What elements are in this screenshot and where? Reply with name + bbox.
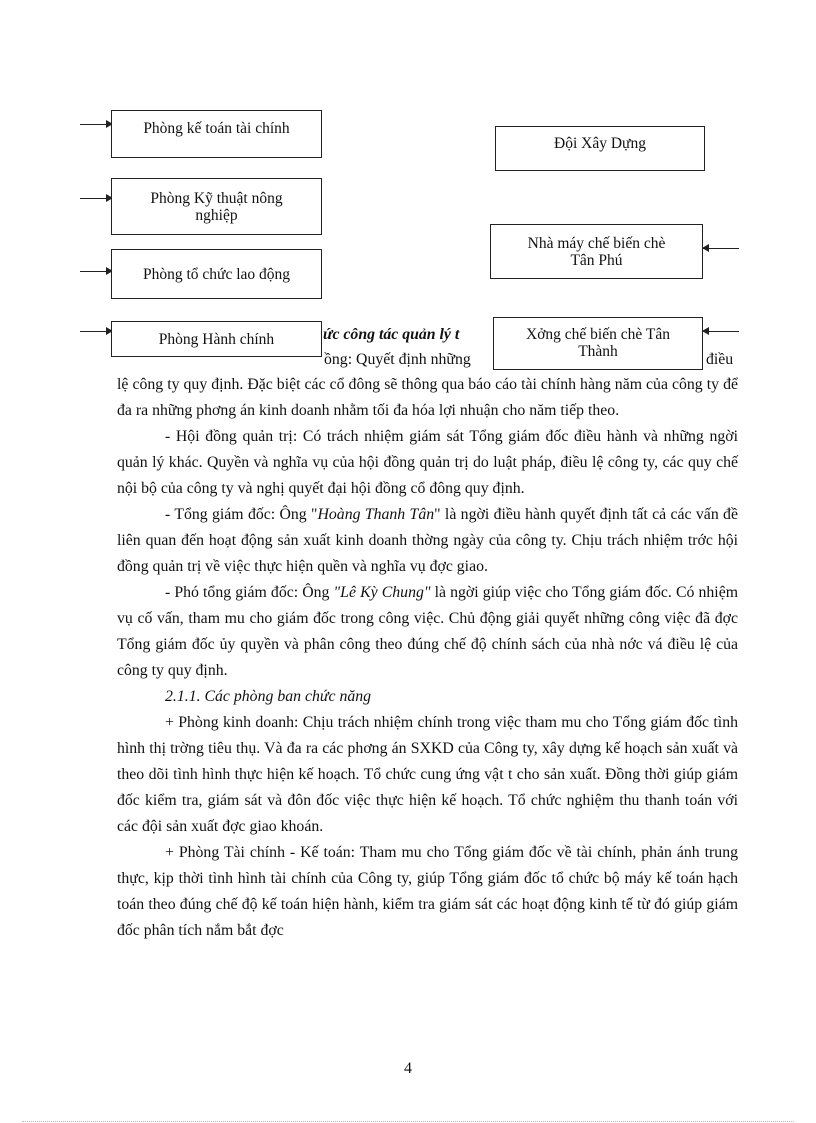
arrow-hanh-chinh	[80, 331, 112, 332]
body-text	[117, 372, 738, 944]
partial-line-1-tail: điều	[706, 351, 734, 368]
text-segment: là ngời giúp việc cho Tổng giám đốc. Có nhiệm vụ cố vấn, tham mu cho giám đốc trong công việc. Chủ động giải quyết những công việc đã đợc Tổng giám đốc ủy quyền và phân công theo đúng chế độ chính sách của nhà nớc vá điều lệ của công ty quy định.	[117, 584, 738, 679]
partial-line-1: ồng: Quyết định những	[324, 351, 471, 368]
text-segment: - Phó tổng giám đốc: Ông	[165, 584, 334, 601]
arrow-nha-may	[703, 248, 739, 249]
sub-heading: 2.1.1. Các phòng ban chức năng	[165, 688, 372, 705]
box-phong-ke-toan	[111, 110, 322, 158]
arrow-xuong	[703, 331, 739, 332]
box-label-line2: Thành	[578, 343, 618, 360]
box-phong-to-chuc	[111, 249, 322, 299]
box-phong-ky-thuat	[111, 178, 322, 235]
box-xuong-tan-thanh	[493, 317, 703, 370]
page-number: 4	[404, 1060, 412, 1077]
paragraph-phong-tai-chinh: + Phòng Tài chính - Kế toán: Tham mu cho Tổng giám đốc về tài chính, phản ánh trung thực, kịp thời tình hình tài chính của Công ty, giúp Tổng giám đốc tổ chức bộ máy kế toán hạch toán theo đúng chế độ kế toán hiện hành, kiểm tra giám sát các hoạt động kinh tế từ đó giúp giám đốc phân tích nắm bắt đợc	[117, 844, 738, 939]
person-name: Hoàng Thanh Tân	[317, 506, 435, 523]
box-label: Phòng kế toán tài chính	[143, 120, 290, 137]
page-bottom-rule	[22, 1121, 794, 1122]
box-label-line2: nghiệp	[195, 206, 238, 224]
section-heading-fragment: ức công tác quản lý t	[323, 326, 460, 343]
paragraph-hoi-dong-quan-tri: - Hội đồng quản trị: Có trách nhiệm giám sát Tổng giám đốc điều hành và những ngời quản lý khác. Quyền và nghĩa vụ của hội đồng quản trị do luật pháp, điều lệ công ty, các quy chế nội bộ của công ty và nghị quyết đại hội đồng cổ đông quy định.	[117, 428, 738, 497]
paragraph-dai-hoi-dong-co-dong: lệ công ty quy định. Đặc biệt các cổ đông sẽ thông qua báo cáo tài chính hàng năm của công ty để đa ra những phơng án kinh doanh nhằm tối đa hóa lợi nhuận cho năm tiếp theo.	[117, 376, 738, 419]
box-doi-xay-dung	[495, 126, 705, 171]
box-phong-hanh-chinh	[111, 321, 322, 357]
paragraph-tong-giam-doc	[117, 502, 738, 580]
text-segment: " là ngời điều hành quyết định tất cả các vấn đề liên quan đến hoạt động sản xuất kinh doanh thờng ngày của công ty. Chịu trách nhiệm trớc hội đồng quản trị về việc thực hiện quền và nghĩa vụ đợc giao.	[117, 506, 738, 575]
box-label-line1: Xởng chế biến chè Tân	[526, 326, 670, 343]
box-label-line1: Phòng Kỹ thuật nông	[150, 189, 283, 207]
box-label-line1: Nhà máy chế biến chè	[527, 234, 666, 252]
arrow-ky-thuat	[80, 198, 112, 199]
box-label-line2: Tân Phú	[570, 251, 623, 269]
text-segment: - Tổng giám đốc: Ông "	[165, 506, 318, 523]
box-nha-may-tan-phu	[490, 224, 703, 279]
person-name: "Lê Kỳ Chung"	[333, 584, 431, 601]
paragraph-pho-tong-giam-doc	[117, 580, 738, 684]
arrow-ke-toan	[80, 124, 112, 125]
arrow-to-chuc	[80, 271, 112, 272]
paragraph-phong-kinh-doanh: + Phòng kinh doanh: Chịu trách nhiệm chính trong việc tham mu cho Tổng giám đốc tình hình thị trờng tiêu thụ. Và đa ra các phơng án SXKD của Công ty, xây dựng kế hoạch sản xuất và theo dõi tình hình thực hiện kế hoạch. Tổ chức cung ứng vật t cho sản xuất. Đồng thời giúp giám đốc kiểm tra, giám sát và đôn đốc việc thực hiện kế hoạch. Tổ chức nghiệm thu thanh toán với các đội sản xuất đợc giao khoán.	[117, 714, 738, 835]
box-label: Phòng tổ chức lao động	[142, 265, 291, 283]
box-label: Phòng Hành chính	[158, 330, 275, 348]
box-label: Đội Xây Dựng	[554, 135, 646, 152]
